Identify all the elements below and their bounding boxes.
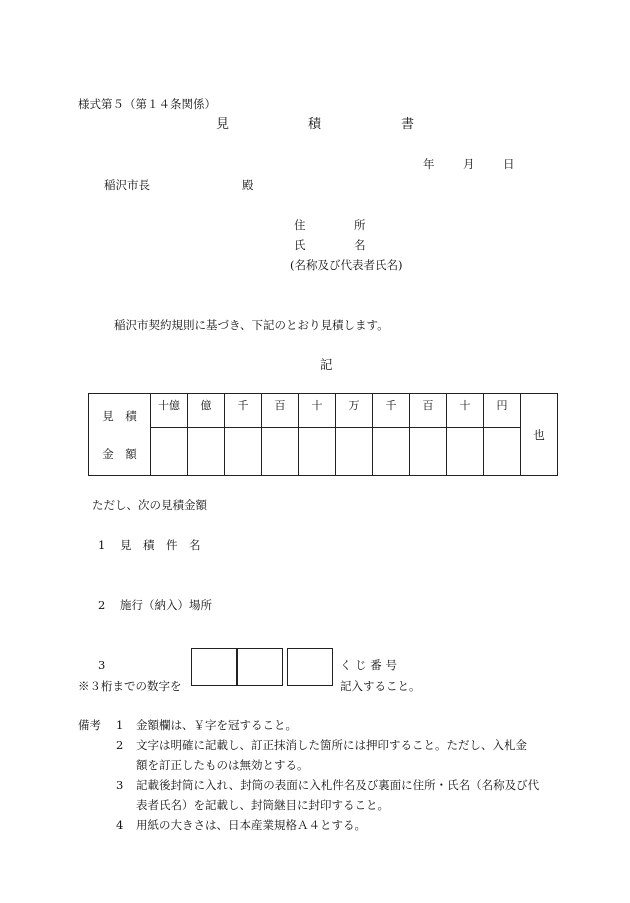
kuji-digit-box-2[interactable] xyxy=(237,648,283,686)
amount-digit-cell[interactable] xyxy=(336,428,373,476)
amount-digit-cell[interactable] xyxy=(410,428,447,476)
remark-4-line-1: 用紙の大きさは、日本産業規格Ａ４とする。 xyxy=(136,818,366,832)
kuji-label: く じ 番 号 xyxy=(340,658,397,672)
item3-number: 3 xyxy=(98,658,106,672)
kuji-digit-box-1[interactable] xyxy=(191,648,237,686)
title-char-mi: 見 xyxy=(216,117,230,132)
unit-ju-man: 十 xyxy=(299,394,336,428)
remark-2-line-2: 額を訂正したものは無効とする。 xyxy=(136,758,309,772)
amount-digit-cell[interactable] xyxy=(447,428,484,476)
amount-table xyxy=(88,393,558,476)
amount-digit-cell[interactable] xyxy=(484,428,521,476)
unit-man: 万 xyxy=(336,394,373,428)
unit-oku: 億 xyxy=(188,394,225,428)
item2-label: 施行（納入）場所 xyxy=(120,598,212,612)
amount-label-cell xyxy=(89,394,151,476)
item1-number: 1 xyxy=(98,538,106,552)
address-label-1: 住 xyxy=(294,218,306,232)
date-year-label: 年 xyxy=(423,157,435,171)
addressee-name: 稲沢市長 xyxy=(104,178,150,192)
name-note: (名称及び代表者氏名) xyxy=(290,258,403,272)
remark-1-line-1: 金額欄は、￥字を冠すること。 xyxy=(136,718,297,732)
intro-text: 稲沢市契約規則に基づき、下記のとおり見積します。 xyxy=(114,318,389,332)
unit-hyaku-man: 百 xyxy=(262,394,299,428)
amount-digit-cell[interactable] xyxy=(262,428,299,476)
form-number: 様式第５（第１４条関係） xyxy=(78,97,216,111)
date-month-label: 月 xyxy=(463,157,475,171)
address-label-2: 所 xyxy=(354,218,366,232)
amount-digit-cell[interactable] xyxy=(188,428,225,476)
ki-heading: 記 xyxy=(320,357,333,372)
amount-digit-cell[interactable] xyxy=(299,428,336,476)
title-char-sho: 書 xyxy=(401,117,415,132)
kuji-note-prefix: ※３桁までの数字を xyxy=(78,679,182,693)
date-day-label: 日 xyxy=(503,157,515,171)
amount-digit-cell[interactable] xyxy=(151,428,188,476)
remark-3-number: 3 xyxy=(116,778,124,792)
remarks-heading: 備考 xyxy=(78,718,101,732)
unit-sen: 千 xyxy=(373,394,410,428)
remark-2-number: 2 xyxy=(116,738,124,752)
remark-1-number: 1 xyxy=(116,718,124,732)
amount-suffix: 也 xyxy=(521,394,558,476)
name-label-1: 氏 xyxy=(294,238,306,252)
unit-ju: 十 xyxy=(447,394,484,428)
unit-juoku: 十億 xyxy=(151,394,188,428)
amount-digit-cell[interactable] xyxy=(373,428,410,476)
item2-number: 2 xyxy=(98,598,106,612)
unit-hyaku: 百 xyxy=(410,394,447,428)
addressee-honorific: 殿 xyxy=(242,178,254,192)
item1-label: 見 積 件 名 xyxy=(120,538,201,552)
remark-3-line-2: 表者氏名）を記載し、封筒継目に封印すること。 xyxy=(136,798,389,812)
kuji-digit-box-3[interactable] xyxy=(287,648,333,686)
amount-digit-cell[interactable] xyxy=(225,428,262,476)
unit-sen-oku: 千 xyxy=(225,394,262,428)
amount-label-bottom: 金 額 xyxy=(102,446,137,461)
unit-en: 円 xyxy=(484,394,521,428)
remark-4-number: 4 xyxy=(116,818,124,832)
remark-2-line-1: 文字は明確に記載し、訂正抹消した箇所には押印すること。ただし、入札金 xyxy=(136,738,527,752)
title-char-tsumori: 積 xyxy=(308,117,322,132)
name-label-2: 名 xyxy=(354,238,366,252)
amount-label-top: 見 積 xyxy=(102,408,137,423)
tadashi-text: ただし、次の見積金額 xyxy=(92,498,207,512)
remark-3-line-1: 記載後封筒に入れ、封筒の表面に入札件名及び裏面に住所・氏名（名称及び代 xyxy=(136,778,540,792)
kuji-suffix: 記入すること。 xyxy=(340,679,421,693)
